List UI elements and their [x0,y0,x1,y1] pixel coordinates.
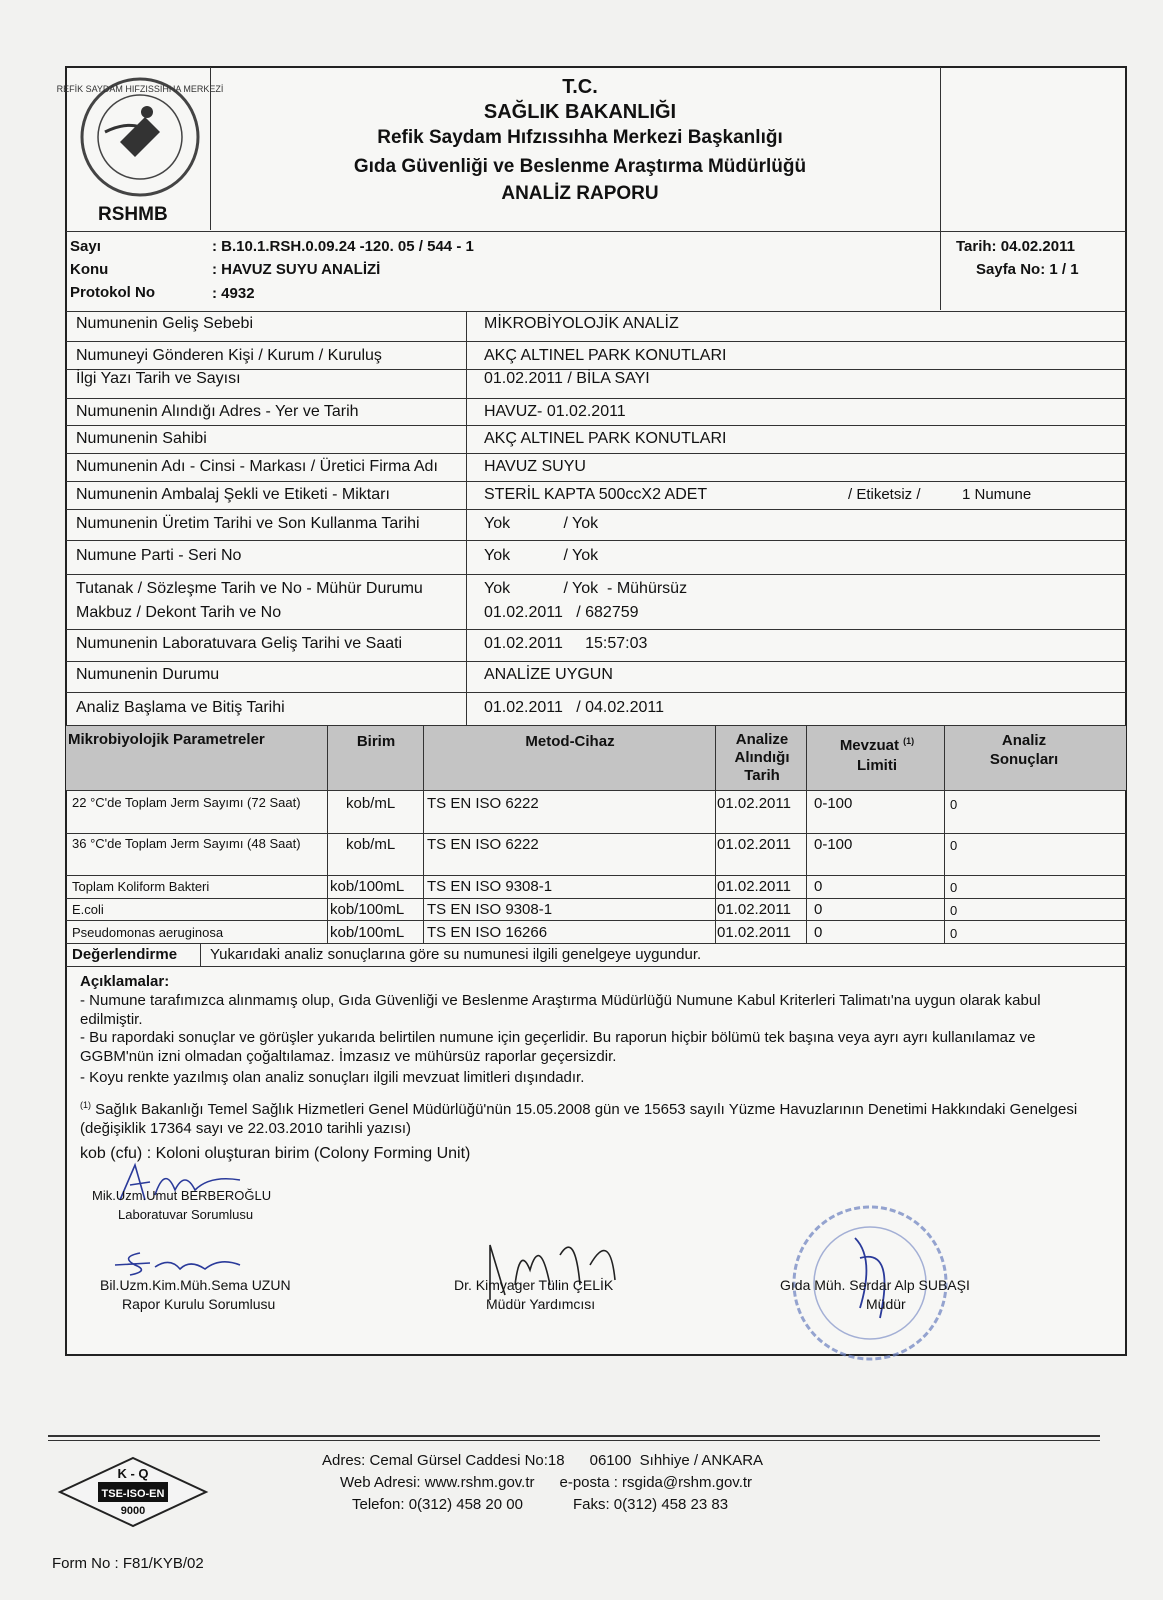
konu-value: : HAVUZ SUYU ANALİZİ [212,261,381,278]
header-bottom-line [66,231,1126,232]
konu-label: Konu [70,261,109,278]
badge-tse: TSE-ISO-EN [101,1488,165,1500]
col-header-param: Mikrobiyolojik Parametreler [68,731,265,748]
table-cell-birim: kob/100mL [330,901,405,918]
table-cell-tarih: 01.02.2011 [717,924,791,941]
table-cell-sonuc: 0 [950,926,958,941]
info-label-durum: Numunenin Durumu [76,666,220,683]
table-cell-limit: 0-100 [814,795,853,812]
col-header-sonuc: Analiz Sonuçları [989,732,1059,768]
table-cell-tarih: 01.02.2011 [717,878,791,895]
info-value-tutanak: Yok / Yok - Mühürsüz [484,580,688,597]
info-value-adi: HAVUZ SUYU [484,458,586,475]
info-label-adres: Numunenin Alındığı Adres - Yer ve Tarih [76,403,359,420]
info-value-analiz-tarihi: 01.02.2011 / 04.02.2011 [484,699,665,716]
info-label-sahibi: Numunenin Sahibi [76,430,207,447]
info-label-ilgi-yazi: İlgi Yazı Tarih ve Sayısı [76,370,241,387]
info-value-parti: Yok / Yok [484,547,599,564]
sig1-name: Mik.Uzm.Umut BERBEROĞLU [92,1188,272,1203]
table-cell-metod: TS EN ISO 6222 [427,795,539,812]
sig4-name: Gıda Müh. Serdar Alp SUBAŞI [780,1277,970,1293]
sayi-label: Sayı [70,238,101,255]
sig2-name: Bil.Uzm.Kim.Müh.Sema UZUN [100,1277,291,1293]
table-cell-metod: TS EN ISO 6222 [427,836,539,853]
table-cell-metod: TS EN ISO 9308-1 [427,878,553,895]
info-value-uretim: Yok / Yok [484,515,599,532]
table-cell-sonuc: 0 [950,797,958,812]
col-header-limit [810,731,944,776]
sig3-role: Müdür Yardımcısı [486,1296,596,1312]
col-header-tarih: Analize Alındığı Tarih [734,731,790,784]
info-label-adi: Numunenin Adı - Cinsi - Markası / Üretici Firma Adı [76,458,438,475]
logo-text: RSHMB [98,204,168,225]
table-cell-param: 36 °C'de Toplam Jerm Sayımı (48 Saat) [72,836,301,851]
info-value-adres: HAVUZ- 01.02.2011 [484,403,626,420]
table-cell-tarih: 01.02.2011 [717,795,791,812]
info-label-analiz-tarihi: Analiz Başlama ve Bitiş Tarihi [76,699,285,716]
sig2-role: Rapor Kurulu Sorumlusu [122,1296,276,1312]
sig3-name: Dr. Kimyager Tülin ÇELİK [454,1277,614,1293]
info-divider [466,312,467,725]
table-cell-param: Toplam Koliform Bakteri [72,879,210,894]
document-title: ANALİZ RAPORU [501,183,659,204]
notes-title: Açıklamalar: [80,973,170,990]
table-cell-tarih: 01.02.2011 [717,836,791,853]
info-value-gelis-sebebi: MİKROBİYOLOJİK ANALİZ [484,315,679,332]
table-cell-sonuc: 0 [950,838,958,853]
header-tc: T.C. [562,76,598,98]
table-cell-birim: kob/100mL [330,878,405,895]
kob-definition: kob (cfu) : Koloni oluşturan birim (Colony Forming Unit) [80,1145,471,1162]
info-value-durum: ANALİZE UYGUN [484,666,613,683]
table-cell-param: Pseudomonas aeruginosa [72,925,224,940]
info-label-ambalaj: Numunenin Ambalaj Şekli ve Etiketi - Miktarı [76,486,390,503]
note-ref-sup: (1) [80,1100,91,1110]
info-value-makbuz: 01.02.2011 / 682759 [484,604,639,621]
col-header-limit-text2: Limiti [857,757,897,774]
tse-iso-badge [58,1456,208,1528]
col-header-metod: Metod-Cihaz [525,733,615,750]
page-number: Sayfa No: 1 / 1 [976,261,1079,278]
table-cell-limit: 0 [814,878,823,895]
footer-address: Adres: Cemal Gürsel Caddesi No:18 06100 Sıhhiye / ANKARA [322,1452,764,1469]
logo-ring-text: REFİK SAYDAM HIFZISSIHHA MERKEZİ [56,84,224,94]
info-value-sahibi: AKÇ ALTINEL PARK KONUTLARI [484,430,727,447]
table-cell-param: 22 °C'de Toplam Jerm Sayımı (72 Saat) [72,795,301,810]
report-date: Tarih: 04.02.2011 [956,238,1075,255]
note-reference: Sağlık Bakanlığı Temel Sağlık Hizmetleri Genel Müdürlüğü'nün 15.05.2008 gün ve 15653 sayılı Yüzme Havuzlarının Denetimi Hakkındaki Genelgesi (değişiklik 17364 sayı ve 22.03.2010 tarihli yazısı) [80,1101,1078,1137]
info-label-uretim: Numunenin Üretim Tarihi ve Son Kullanma Tarihi [76,515,420,532]
form-number: Form No : F81/KYB/02 [52,1555,204,1572]
signature-uzun [110,1245,280,1280]
col-header-birim: Birim [356,733,396,750]
sayi-value: : B.10.1.RSH.0.09.24 -120. 05 / 544 - 1 [212,238,474,255]
table-cell-birim: kob/mL [346,795,396,812]
table-cell-limit: 0 [814,901,823,918]
degerlendirme-label: Değerlendirme [72,946,178,963]
info-label-gelis-tarihi: Numunenin Laboratuvara Geliş Tarihi ve Saati [76,635,403,652]
col-header-limit-sup: (1) [903,736,915,746]
sig1-role: Laboratuvar Sorumlusu [118,1207,254,1222]
protokol-value: : 4932 [212,285,255,302]
header-department: Gıda Güvenliği ve Beslenme Araştırma Müdürlüğü [353,156,807,177]
table-cell-limit: 0 [814,924,823,941]
info-label-gelis-sebebi: Numunenin Geliş Sebebi [76,315,253,332]
badge-kq: K - Q [117,1466,149,1481]
footer-phone: Telefon: 0(312) 458 20 00 Faks: 0(312) 458 23 83 [352,1496,729,1513]
table-cell-birim: kob/mL [346,836,396,853]
table-cell-limit: 0-100 [814,836,853,853]
meta-bottom-line [66,311,1126,312]
table-cell-birim: kob/100mL [330,924,405,941]
badge-9000: 9000 [120,1505,146,1517]
info-label-makbuz: Makbuz / Dekont Tarih ve No [76,604,282,621]
info-label-tutanak: Tutanak / Sözleşme Tarih ve No - Mühür Durumu [76,580,423,597]
info-value-gelis-tarihi: 01.02.2011 15:57:03 [484,635,648,652]
protokol-label: Protokol No [70,284,155,301]
degerlendirme-text: Yukarıdaki analiz sonuçlarına göre su numunesi ilgili genelgeye uygundur. [210,946,702,963]
footer-web: Web Adresi: www.rshm.gov.tr e-posta : rsgida@rshm.gov.tr [340,1474,753,1491]
info-value-ambalaj: STERİL KAPTA 500ccX2 ADET [484,486,708,503]
note-3: - Koyu renkte yazılmış olan analiz sonuçları ilgili mevzuat limitleri dışındadır. [80,1069,585,1086]
rshmb-logo [56,72,224,202]
table-cell-tarih: 01.02.2011 [717,901,791,918]
table-cell-metod: TS EN ISO 16266 [427,924,548,941]
table-cell-param: E.coli [72,902,104,917]
note-2: - Bu rapordaki sonuçlar ve görüşler yukarıda belirtilen numune için geçerlidir. Bu raporun hiçbir bölümü tek başına veya ayrı ayrı kullanılamaz ve GGBM'nün izni olmadan çoğaltılamaz. İmzasız ve mühürsüz raporlar geçersizdir. [80,1029,1036,1065]
info-value-ilgi-yazi: 01.02.2011 / BİLA SAYI [484,370,650,387]
info-label-gonderen: Numuneyi Gönderen Kişi / Kurum / Kuruluş [76,347,382,364]
right-divider [940,67,941,310]
footer-rule [48,1435,1100,1437]
table-cell-sonuc: 0 [950,903,958,918]
header-ministry: SAĞLIK BAKANLIĞI [483,101,677,123]
header-institute: Refik Saydam Hıfzıssıhha Merkezi Başkanlığı [377,127,783,148]
note-1: - Numune tarafımızca alınmamış olup, Gıda Güvenliği ve Beslenme Araştırma Müdürlüğü Numune Kabul Kriterleri Talimatı'na uygun olarak kabul edilmiştir. [80,992,1041,1028]
info-value-etiket: / Etiketsiz / [848,486,921,503]
table-cell-metod: TS EN ISO 9308-1 [427,901,553,918]
sig4-role: Müdür [866,1296,906,1312]
col-header-limit-text: Mevzuat [839,737,899,754]
info-value-miktar: 1 Numune [962,486,1032,503]
info-label-parti: Numune Parti - Seri No [76,547,242,564]
info-value-gonderen: AKÇ ALTINEL PARK KONUTLARI [484,347,727,364]
table-cell-sonuc: 0 [950,880,958,895]
